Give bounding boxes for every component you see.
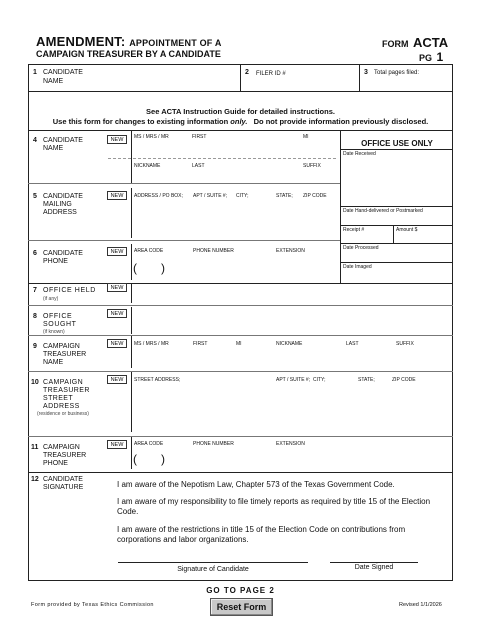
s10-label2: TREASURER bbox=[43, 387, 90, 394]
go-to-page-2: GO TO PAGE 2 bbox=[206, 586, 275, 595]
candidate-name-input[interactable] bbox=[90, 68, 236, 88]
s8-sub: (if known) bbox=[43, 329, 65, 335]
s10-apt: APT / SUITE #; bbox=[276, 377, 311, 383]
s6-phone: PHONE NUMBER bbox=[193, 248, 234, 254]
field-num-5: 5 bbox=[33, 193, 37, 200]
signature-label: Signature of Candidate bbox=[177, 566, 249, 573]
s11-phone: PHONE NUMBER bbox=[193, 441, 234, 447]
s4-mi: MI bbox=[303, 134, 309, 140]
s9-label1: CAMPAIGN bbox=[43, 343, 80, 350]
statement-restrictions: I am aware of the restrictions in title 15 of the Election Code on contributions from corporations and labor organizations. bbox=[117, 525, 406, 544]
date-signed-label: Date Signed bbox=[354, 564, 394, 571]
title-appointment: APPOINTMENT OF A bbox=[129, 38, 222, 48]
field-num-6: 6 bbox=[33, 250, 37, 257]
s5-new-checkbox[interactable]: NEW bbox=[107, 191, 127, 200]
date-processed-label: Date Processed bbox=[343, 245, 379, 251]
instructions-line1: See ACTA Instruction Guide for detailed instructions. bbox=[146, 107, 335, 116]
s10-label3: STREET bbox=[43, 395, 74, 402]
s4-nickname: NICKNAME bbox=[134, 163, 161, 169]
s11-ext: EXTENSION bbox=[276, 441, 305, 447]
s10-label4: ADDRESS bbox=[43, 403, 80, 410]
s9-first: FIRST bbox=[193, 341, 208, 347]
s4-ms: MS / MRS / MR bbox=[134, 134, 169, 140]
field-num-4: 4 bbox=[33, 137, 37, 144]
s5-label3: ADDRESS bbox=[43, 209, 77, 216]
s11-label2: TREASURER bbox=[43, 452, 87, 459]
s7-label1: OFFICE HELD bbox=[43, 287, 96, 294]
instructions-line2a: Use this form for changes to existing information bbox=[52, 117, 229, 126]
s9-ms: MS / MRS / MR bbox=[134, 341, 169, 347]
s4-label2: NAME bbox=[43, 145, 64, 152]
total-pages-input[interactable] bbox=[420, 68, 450, 88]
date-imaged-label: Date Imaged bbox=[343, 264, 372, 270]
receipt-label: Receipt # bbox=[343, 227, 365, 233]
s11-paren-right: ) bbox=[161, 452, 165, 466]
s9-last: LAST bbox=[346, 341, 359, 347]
s6-area: AREA CODE bbox=[134, 248, 164, 254]
instructions-only: only. bbox=[230, 117, 248, 126]
s10-city: CITY; bbox=[313, 377, 326, 383]
s7-sub: (if any) bbox=[43, 296, 59, 302]
s6-ext: EXTENSION bbox=[276, 248, 305, 254]
s5-label1: CANDIDATE bbox=[43, 193, 83, 200]
field-num-12: 12 bbox=[31, 476, 39, 483]
s6-label1: CANDIDATE bbox=[43, 250, 83, 257]
s6-new-checkbox[interactable]: NEW bbox=[107, 247, 127, 256]
field-num-9: 9 bbox=[33, 343, 37, 350]
s9-label2: TREASURER bbox=[43, 351, 87, 358]
form-title bbox=[36, 34, 222, 49]
s6-paren-right: ) bbox=[161, 261, 165, 275]
s8-label1: OFFICE bbox=[43, 313, 73, 320]
s11-label3: PHONE bbox=[43, 460, 68, 467]
s8-label2: SOUGHT bbox=[43, 321, 77, 328]
s10-street: STREET ADDRESS; bbox=[134, 377, 181, 383]
s10-sub: (residence or business) bbox=[37, 411, 89, 417]
form-title-line2: CAMPAIGN TREASURER BY A CANDIDATE bbox=[36, 49, 221, 59]
name-label: NAME bbox=[43, 78, 64, 85]
reset-form-button[interactable]: Reset Form bbox=[210, 598, 273, 616]
amount-label: Amount $ bbox=[396, 227, 418, 233]
statement-reports: I am aware of my responsibility to file timely reports as required by title 15 of the Election Code. bbox=[117, 497, 431, 516]
s9-suffix: SUFFIX bbox=[396, 341, 414, 347]
s11-area: AREA CODE bbox=[134, 441, 164, 447]
filer-id-label: FILER ID # bbox=[256, 71, 286, 77]
form-label: FORM bbox=[382, 39, 409, 49]
s10-state: STATE; bbox=[358, 377, 375, 383]
s4-new-checkbox[interactable]: NEW bbox=[107, 135, 127, 144]
s9-nickname: NICKNAME bbox=[276, 341, 303, 347]
s9-mi: MI bbox=[236, 341, 242, 347]
s5-city: CITY; bbox=[236, 193, 249, 199]
total-pages-label: Total pages filed: bbox=[374, 70, 420, 76]
s8-new-checkbox[interactable]: NEW bbox=[107, 309, 127, 318]
field-num-1: 1 bbox=[33, 69, 37, 76]
s4-label1: CANDIDATE bbox=[43, 137, 83, 144]
field-num-10: 10 bbox=[31, 379, 39, 386]
s6-label2: PHONE bbox=[43, 258, 68, 265]
field-num-11: 11 bbox=[31, 444, 39, 451]
field-num-7: 7 bbox=[33, 287, 37, 294]
s5-label2: MAILING bbox=[43, 201, 72, 208]
instructions-line2c: Do not provide information previously disclosed. bbox=[253, 117, 429, 126]
date-received-label: Date Received bbox=[343, 151, 376, 157]
s4-suffix: SUFFIX bbox=[303, 163, 321, 169]
s10-label1: CAMPAIGN bbox=[43, 379, 84, 386]
s4-last: LAST bbox=[192, 163, 205, 169]
title-amendment: AMENDMENT: bbox=[36, 34, 126, 49]
s10-new-checkbox[interactable]: NEW bbox=[107, 375, 127, 384]
s5-state: STATE; bbox=[276, 193, 293, 199]
s11-new-checkbox[interactable]: NEW bbox=[107, 440, 127, 449]
s10-zip: ZIP CODE bbox=[392, 377, 416, 383]
form-code-value: ACTA bbox=[412, 35, 449, 50]
s5-apt: APT / SUITE #; bbox=[193, 193, 228, 199]
date-hand-label: Date Hand-delivered or Postmarked bbox=[343, 208, 423, 214]
instructions-line2 bbox=[28, 117, 453, 126]
s6-paren-left: ( bbox=[133, 261, 137, 275]
s5-zip: ZIP CODE bbox=[303, 193, 327, 199]
s11-paren-left: ( bbox=[133, 452, 137, 466]
s12-label1: CANDIDATE bbox=[43, 476, 83, 483]
page-value: 1 bbox=[436, 50, 444, 64]
field-num-2: 2 bbox=[245, 69, 249, 76]
candidate-label: CANDIDATE bbox=[43, 69, 83, 76]
s9-new-checkbox[interactable]: NEW bbox=[107, 339, 127, 348]
s9-label3: NAME bbox=[43, 359, 64, 366]
s7-new-checkbox[interactable]: NEW bbox=[107, 283, 127, 292]
s12-label2: SIGNATURE bbox=[43, 484, 84, 491]
statement-nepotism: I am aware of the Nepotism Law, Chapter 573 of the Texas Government Code. bbox=[117, 480, 395, 489]
s4-first: FIRST bbox=[192, 134, 207, 140]
field-num-8: 8 bbox=[33, 313, 37, 320]
filer-id-input[interactable] bbox=[300, 68, 356, 88]
s11-label1: CAMPAIGN bbox=[43, 444, 80, 451]
office-use-title: OFFICE USE ONLY bbox=[361, 139, 433, 148]
field-num-3: 3 bbox=[364, 69, 368, 76]
provided-by: Form provided by Texas Ethics Commission bbox=[31, 602, 154, 608]
revised-date: Revised 1/1/2026 bbox=[399, 602, 442, 608]
page-label: PG bbox=[419, 53, 433, 63]
s5-address: ADDRESS / PO BOX; bbox=[134, 193, 183, 199]
